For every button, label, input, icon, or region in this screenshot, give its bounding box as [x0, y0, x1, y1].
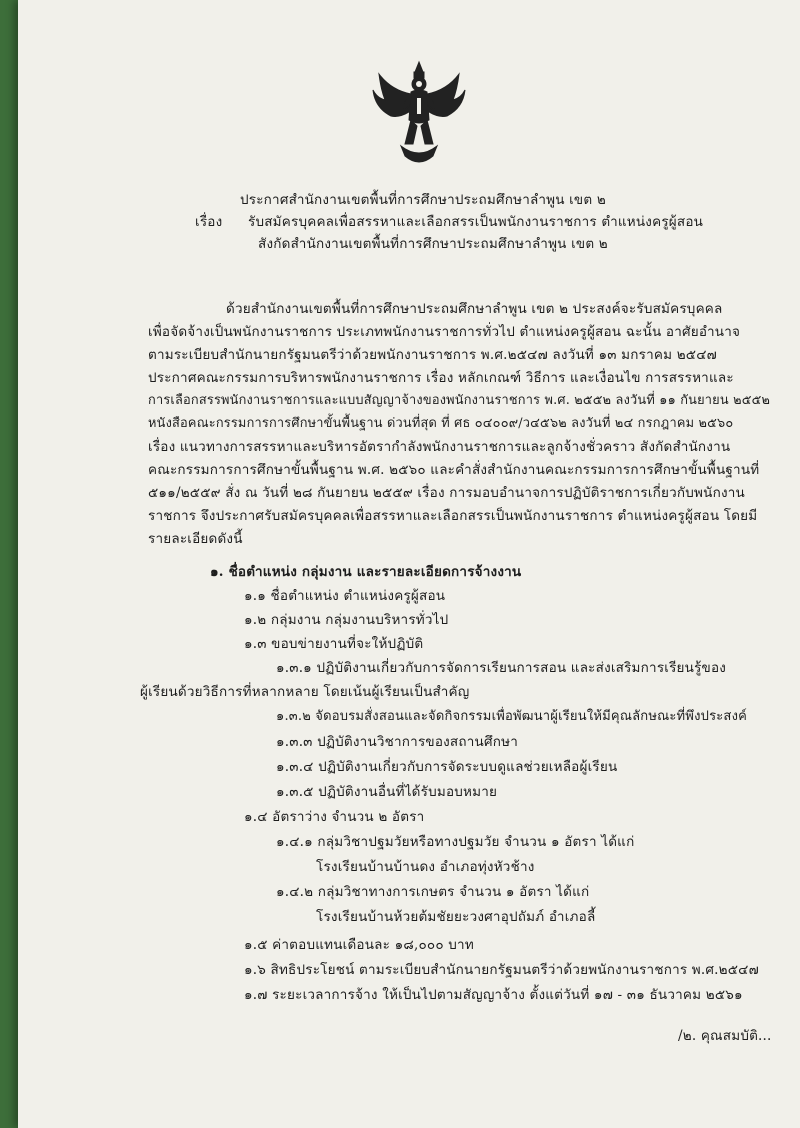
- subject-text: รับสมัครบุคคลเพื่อสรรหาและเลือกสรรเป็นพนักงานราชการ ตำแหน่งครูผู้สอน: [248, 214, 704, 230]
- item-1-4-2-continuation: โรงเรียนบ้านห้วยต้มชัยยะวงศาอุปถัมภ์ อำเภอลี้: [316, 909, 596, 925]
- paragraph-line: ด้วยสำนักงานเขตพื้นที่การศึกษาประถมศึกษาลำพูน เขต ๒ ประสงค์จะรับสมัครบุคคล: [226, 301, 723, 317]
- affiliation-line: สังกัดสำนักงานเขตพื้นที่การศึกษาประถมศึกษาลำพูน เขต ๒: [258, 236, 608, 252]
- item-1-4-1-continuation: โรงเรียนบ้านบ้านดง อำเภอทุ่งหัวช้าง: [316, 859, 535, 875]
- paragraph-line: ประกาศคณะกรรมการบริหารพนักงานราชการ เรื่อง หลักเกณฑ์ วิธีการ และเงื่อนไข การสรรหาและ: [148, 370, 734, 386]
- paragraph-line: ราชการ จึงประกาศรับสมัครบุคคลเพื่อสรรหาและเลือกสรรเป็นพนักงานราชการ ตำแหน่งครูผู้สอน โดยมี: [148, 508, 758, 524]
- section-1-title: ๑. ชื่อตำแหน่ง กลุ่มงาน และรายละเอียดการจ้างงาน: [210, 564, 522, 580]
- item-1-3-1: ๑.๓.๑ ปฏิบัติงานเกี่ยวกับการจัดการเรียนการสอน และส่งเสริมการเรียนรู้ของ: [276, 660, 727, 676]
- paragraph-line: การเลือกสรรพนักงานราชการและแบบสัญญาจ้างของพนักงานราชการ พ.ศ. ๒๕๕๒ ลงวันที่ ๑๑ กันยายน ๒๕๕๒: [148, 393, 771, 408]
- item-1-1: ๑.๑ ชื่อตำแหน่ง ตำแหน่งครูผู้สอน: [244, 588, 446, 604]
- item-1-4-2: ๑.๔.๒ กลุ่มวิชาทางการเกษตร จำนวน ๑ อัตรา ได้แก่: [276, 884, 590, 900]
- paragraph-line: เพื่อจัดจ้างเป็นพนักงานราชการ ประเภทพนักงานราชการทั่วไป ตำแหน่งครูผู้สอน ฉะนั้น อาศัยอำนาจ: [148, 324, 741, 340]
- paragraph-line: หนังสือคณะกรรมการการศึกษาขั้นพื้นฐาน ด่วนที่สุด ที่ ศธ ๐๔๐๐๙/ว๔๕๖๒ ลงวันที่ ๒๔ กรกฎาคม ๒๕๖๐: [148, 416, 734, 431]
- item-1-2: ๑.๒ กลุ่มงาน กลุ่มงานบริหารทั่วไป: [244, 612, 449, 628]
- item-1-4-1: ๑.๔.๑ กลุ่มวิชาปฐมวัยหรือทางปฐมวัย จำนวน ๑ อัตรา ได้แก่: [276, 834, 635, 850]
- paragraph-line: ตามระเบียบสำนักนายกรัฐมนตรีว่าด้วยพนักงานราชการ พ.ศ.๒๕๔๗ ลงวันที่ ๑๓ มกราคม ๒๕๔๗: [148, 347, 717, 363]
- item-1-4: ๑.๔ อัตราว่าง จำนวน ๒ อัตรา: [244, 809, 425, 825]
- item-1-3: ๑.๓ ขอบข่ายงานที่จะให้ปฏิบัติ: [244, 636, 424, 652]
- item-1-7: ๑.๗ ระยะเวลาการจ้าง ให้เป็นไปตามสัญญาจ้าง ตั้งแต่วันที่ ๑๗ - ๓๑ ธันวาคม ๒๕๖๑: [244, 987, 743, 1003]
- subject-label: เรื่อง: [195, 214, 223, 230]
- item-1-3-5: ๑.๓.๕ ปฏิบัติงานอื่นที่ได้รับมอบหมาย: [276, 784, 498, 800]
- paragraph-line: คณะกรรมการการศึกษาขั้นพื้นฐาน พ.ศ. ๒๕๖๐ และคำสั่งสำนักงานคณะกรรมการการศึกษาขั้นพื้นฐานที่: [148, 462, 760, 478]
- item-1-3-3: ๑.๓.๓ ปฏิบัติงานวิชาการของสถานศึกษา: [276, 734, 518, 750]
- item-1-5: ๑.๕ ค่าตอบแทนเดือนละ ๑๘,๐๐๐ บาท: [244, 937, 474, 953]
- announcement-title: ประกาศสำนักงานเขตพื้นที่การศึกษาประถมศึกษาลำพูน เขต ๒: [240, 192, 606, 208]
- paragraph-line: ๕๑๑/๒๕๕๙ สั่ง ณ วันที่ ๒๘ กันยายน ๒๕๕๙ เรื่อง การมอบอำนาจการปฏิบัติราชการเกี่ยวกับพนักงาน: [148, 485, 745, 501]
- document-page: [18, 0, 800, 1128]
- item-1-6: ๑.๖ สิทธิประโยชน์ ตามระเบียบสำนักนายกรัฐมนตรีว่าด้วยพนักงานราชการ พ.ศ.๒๕๔๗: [244, 962, 759, 978]
- garuda-emblem-icon: [371, 60, 467, 170]
- paragraph-line: เรื่อง แนวทางการสรรหาและบริหารอัตรากำลังพนักงานราชการและลูกจ้างชั่วคราว สังกัดสำนักงาน: [148, 439, 731, 455]
- item-1-3-4: ๑.๓.๔ ปฏิบัติงานเกี่ยวกับการจัดระบบดูแลช่วยเหลือผู้เรียน: [276, 759, 618, 775]
- paragraph-line: รายละเอียดดังนี้: [148, 531, 243, 547]
- item-1-3-2: ๑.๓.๒ จัดอบรมสั่งสอนและจัดกิจกรรมเพื่อพัฒนาผู้เรียนให้มีคุณลักษณะที่พึงประสงค์: [276, 709, 748, 724]
- next-page-reference: /๒. คุณสมบัติ...: [678, 1028, 772, 1044]
- item-1-3-1-continuation: ผู้เรียนด้วยวิธีการที่หลากหลาย โดยเน้นผู้เรียนเป็นสำคัญ: [140, 684, 470, 700]
